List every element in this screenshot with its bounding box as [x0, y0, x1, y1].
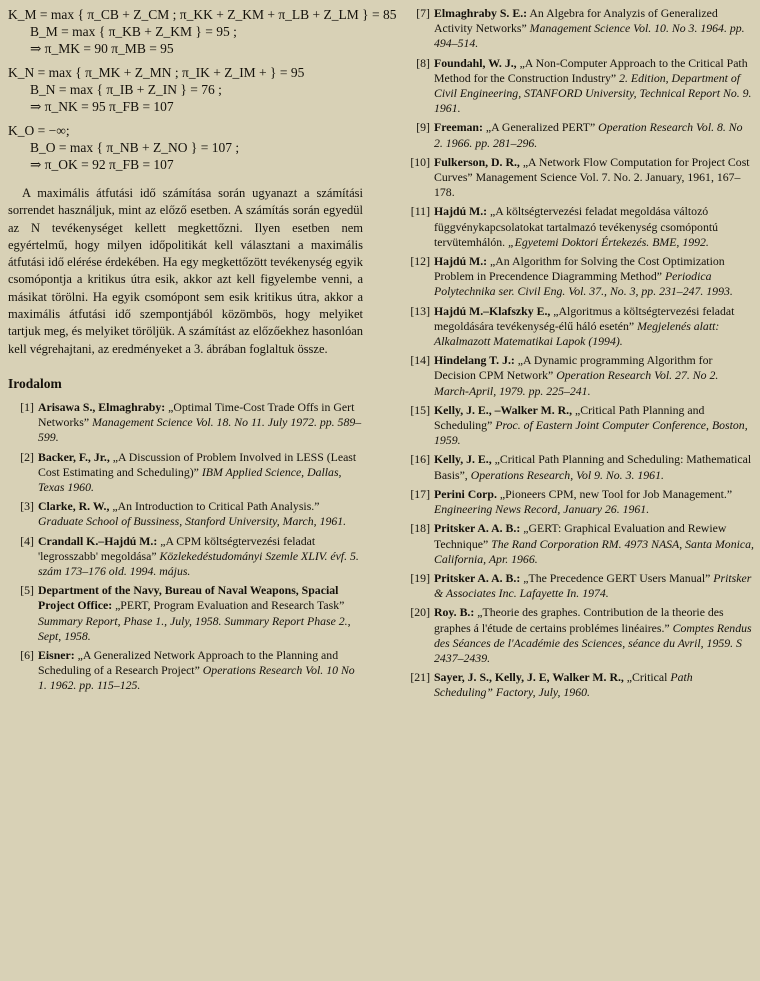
reference-number: [6]: [20, 648, 34, 663]
reference-authors: Eisner:: [38, 648, 75, 663]
reference-item: [404, 521, 754, 567]
reference-number: [20]: [410, 605, 430, 620]
reference-authors: Perini Corp.: [434, 486, 497, 501]
reference-title: „Algoritmus a költségtervezési feladat megoldására tevékenység-élű háló esetén”: [434, 303, 735, 333]
reference-authors: Crandall K.–Hajdú M.:: [38, 533, 158, 548]
reference-title: „GERT: Graphical Evaluation and Rewiew Technique”: [434, 521, 727, 551]
reference-source: IBM Applied Science, Dallas, Texas 1960.: [38, 464, 342, 494]
reference-number: [21]: [410, 670, 430, 685]
reference-source: Közlekedéstudományi Szemle XLIV. évf. 5. szám 173–176 old. 1994. május.: [38, 548, 359, 578]
reference-authors: Hindelang T. J.:: [434, 353, 515, 368]
reference-authors: Kelly, J. E.,: [434, 452, 492, 467]
reference-item: [404, 254, 754, 300]
reference-source: Periodica Polytechnika ser. Civil Eng. Vol. 37., No. 3, pp. 231–247. 1993.: [434, 269, 733, 299]
reference-number: [11]: [410, 204, 430, 219]
reference-item: [8, 648, 363, 694]
reference-item: [8, 583, 363, 644]
reference-list-left: [8, 400, 363, 694]
reference-number: [4]: [20, 533, 34, 548]
reference-source: 2. Edition, Department of Civil Engineering, STANFORD University, Technical Report No. 9. 1961.: [434, 70, 752, 116]
reference-item: [404, 670, 754, 700]
reference-title: „An Introduction to Critical Path Analysis.”: [109, 499, 320, 514]
reference-authors: Clarke, R. W.,: [38, 499, 110, 514]
reference-authors: Hajdú M.–Klafszky E.,: [434, 303, 551, 318]
reference-title: „Pioneers CPM, new Tool for Job Management.”: [496, 486, 733, 501]
equation-line: B_O = max { π_NB + Z_NO } = 107 ;: [30, 140, 240, 155]
reference-number: [1]: [20, 399, 34, 414]
reference-number: [9]: [416, 120, 430, 135]
reference-title: „Theorie des graphes. Contribution de la theorie des graphes á l'étude de certains problémes linéaires.”: [434, 605, 724, 635]
reference-item: [404, 120, 754, 150]
reference-title: „A Generalized Network Approach to the Planning and Scheduling of a Research Project”: [38, 648, 339, 678]
equation-block: [8, 6, 397, 173]
reference-source: Operation Research Vol. 8. No 2. 1966. pp. 281–296.: [434, 120, 743, 150]
reference-item: [404, 403, 754, 449]
reference-item: [404, 6, 754, 52]
reference-item: [404, 353, 754, 399]
reference-authors: Elmaghraby S. E.:: [434, 6, 528, 20]
reference-authors: Backer, F., Jr.,: [38, 449, 110, 464]
reference-title: „A Dynamic programming Algorithm for Decision CPM Network”: [434, 353, 713, 383]
reference-number: [3]: [20, 499, 34, 514]
reference-source: Summary Report, Phase 1., July, 1958. Summary Report Phase 2., Sept, 1958.: [38, 613, 351, 643]
reference-number: [18]: [410, 521, 430, 536]
reference-item: [8, 499, 363, 529]
reference-authors: Foundahl, W. J.,: [434, 55, 517, 70]
reference-source: Operation Research Vol. 27. No 2. March-April, 1979. pp. 225–241.: [434, 368, 719, 398]
equation-line: K_O = −∞;: [8, 123, 70, 138]
reference-source: Engineering News Record, January 26. 1961.: [434, 502, 650, 517]
reference-number: [15]: [410, 402, 430, 417]
reference-item: [404, 304, 754, 350]
reference-source: Operations Research, Vol 9. No. 3. 1961.: [470, 467, 664, 482]
equation-line: ⇒ π_MK = 90 π_MB = 95: [30, 41, 174, 56]
reference-number: [19]: [410, 570, 430, 585]
equation-line: B_N = max { π_IB + Z_IN } = 76 ;: [30, 82, 222, 97]
reference-title: „An Algorithm for Solving the Cost Optimization Problem in Precendence Diagramming Method”: [434, 254, 725, 284]
reference-number: [16]: [410, 452, 430, 467]
reference-title: „Critical Path Planning and Scheduling: Mathematical Basis”,: [434, 452, 752, 482]
reference-authors: Arisawa S., Elmaghraby:: [38, 399, 166, 414]
equation-gap: [8, 115, 363, 122]
reference-authors: Kelly, J. E., –Walker M. R.,: [434, 402, 573, 417]
reference-number: [14]: [410, 353, 430, 368]
reference-source: Graduate School of Bussiness, Stanford University, March, 1961.: [38, 514, 347, 529]
equation-line: B_M = max { π_KB + Z_KM } = 95 ;: [30, 24, 237, 39]
reference-title: An Algebra for Analyzis of Generalized Activity Networks”: [434, 6, 718, 36]
equation-gap: [8, 57, 363, 64]
reference-source: Proc. of Eastern Joint Computer Conference, Boston, 1959.: [434, 418, 748, 448]
reference-item: [404, 571, 754, 601]
reference-authors: Sayer, J. S., Kelly, J. E, Walker M. R.,: [434, 670, 624, 685]
reference-authors: Roy. B.:: [434, 605, 475, 620]
reference-item: [404, 605, 754, 666]
reference-title: „Critical: [623, 670, 671, 685]
reference-title: „A költségtervezési feladat megoldása változó függvénykapcsolatokat tartalmazó tevékenység csomópontú tervütemhálón.: [434, 204, 719, 249]
reference-title: „A Network Flow Computation for Project Cost Curves” Management Science Vol. 7. No. 2. January, 1961, 167–178.: [434, 154, 750, 200]
equation-line: ⇒ π_NK = 95 π_FB = 107: [30, 99, 174, 114]
equation-line: ⇒ π_OK = 92 π_FB = 107: [30, 157, 174, 172]
reference-item: [404, 56, 754, 117]
right-column: [404, 6, 754, 705]
reference-authors: Department of the Navy, Bureau of Naval Weapons, Spacial Project Office:: [38, 583, 339, 613]
reference-list-right: [404, 6, 754, 701]
reference-number: [13]: [410, 303, 430, 318]
reference-source: Path Scheduling” Factory, July, 1960.: [434, 670, 693, 700]
reference-item: [8, 450, 363, 496]
reference-source: Operations Research Vol. 10 No 1. 1962. pp. 115–125.: [38, 663, 355, 693]
reference-title: „Critical Path Planning and Scheduling”: [434, 402, 705, 433]
reference-number: [12]: [410, 254, 430, 269]
reference-number: [10]: [410, 154, 430, 169]
reference-number: [17]: [410, 486, 430, 501]
reference-item: [404, 487, 754, 517]
reference-authors: Fulkerson, D. R.,: [434, 154, 520, 169]
reference-number: [8]: [416, 55, 430, 70]
reference-title: „PERT, Program Evaluation and Research Task”: [112, 598, 345, 613]
reference-title: „The Precedence GERT Users Manual”: [520, 570, 714, 585]
reference-source: Comptes Rendus des Séances de l'Académie des Sciences, séance du Avril, 1959. S 2437–2439.: [434, 620, 752, 665]
equation-line: K_N = max { π_MK + Z_MN ; π_IK + Z_IM + } = 95: [8, 65, 305, 80]
reference-authors: Hajdú M.:: [434, 204, 488, 219]
reference-item: [404, 452, 754, 482]
reference-authors: Freeman:: [434, 120, 483, 135]
references-heading: Irodalom: [8, 375, 62, 391]
reference-source: Management Science Vol. 18. No 11. July 1972. pp. 589–599.: [38, 415, 362, 445]
reference-title: „A Non-Computer Approach to the Critical Path Method for the Construction Industry”: [434, 55, 748, 85]
reference-source: Megjelenés alatt: Alkalmazott Matematikai Lapok (1994).: [434, 318, 720, 349]
reference-item: [8, 400, 363, 446]
reference-authors: Pritsker A. A. B.:: [434, 521, 521, 536]
reference-title: „A CPM költségtervezési feladat 'legrosszabb' megoldása”: [38, 533, 316, 563]
reference-source: The Rand Corporation RM. 4973 NASA, Santa Monica, California, Apr. 1966.: [434, 536, 754, 566]
reference-title: „A Discussion of Problem Involved in LESS (Least Cost Estimating and Scheduling)”: [38, 449, 357, 479]
body-paragraph: A maximális átfutási idő számítása során ugyanazt a számítási sorrendet használjuk, mint az előző esetben. A számítás során egyedül az N tevékenységet kellett megkettőzni. Ilyen esetben nem egyértelmű, hogy milyen időpolitikát kell választani a maximális átfutási idő elérése érdekében. Ha egy megkettőzött tevékenység egyik csomópontja a kritikus útra esik, akkor azt kell figyelembe venni, a másikat törölni. Ha egyik csomópont sem esik kritikus útra, akkor a maximális átfutási idő szempontjából közömbös, hogy melyiket tartjuk meg, és melyiket töröljük. A számítást az előzőekhez hasonlóan kell végrehajtani, az eredményeket a 3. ábrában foglaltuk össze.: [8, 186, 363, 356]
reference-item: [404, 204, 754, 250]
equation-line: K_M = max { π_CB + Z_CM ; π_KK + Z_KM + π_LB + Z_LM } = 85: [8, 7, 397, 22]
reference-item: [8, 534, 363, 580]
reference-source: „Egyetemi Doktori Értekezés. BME, 1992.: [508, 234, 709, 249]
reference-item: [404, 155, 754, 201]
reference-number: [5]: [20, 583, 34, 598]
reference-number: [2]: [20, 449, 34, 464]
reference-title: „Optimal Time-Cost Trade Offs in Gert Networks”: [38, 399, 355, 430]
reference-source: Management Science Vol. 10. No 3. 1964. pp. 494–514.: [434, 21, 745, 51]
reference-title: „A Generalized PERT”: [482, 120, 599, 135]
reference-authors: Pritsker A. A. B.:: [434, 570, 521, 585]
reference-source: Pritsker & Associates Inc. Lafayette In. 1974.: [434, 570, 752, 601]
left-column: [8, 6, 397, 698]
reference-number: [7]: [416, 6, 430, 20]
reference-authors: Hajdú M.:: [434, 254, 488, 269]
